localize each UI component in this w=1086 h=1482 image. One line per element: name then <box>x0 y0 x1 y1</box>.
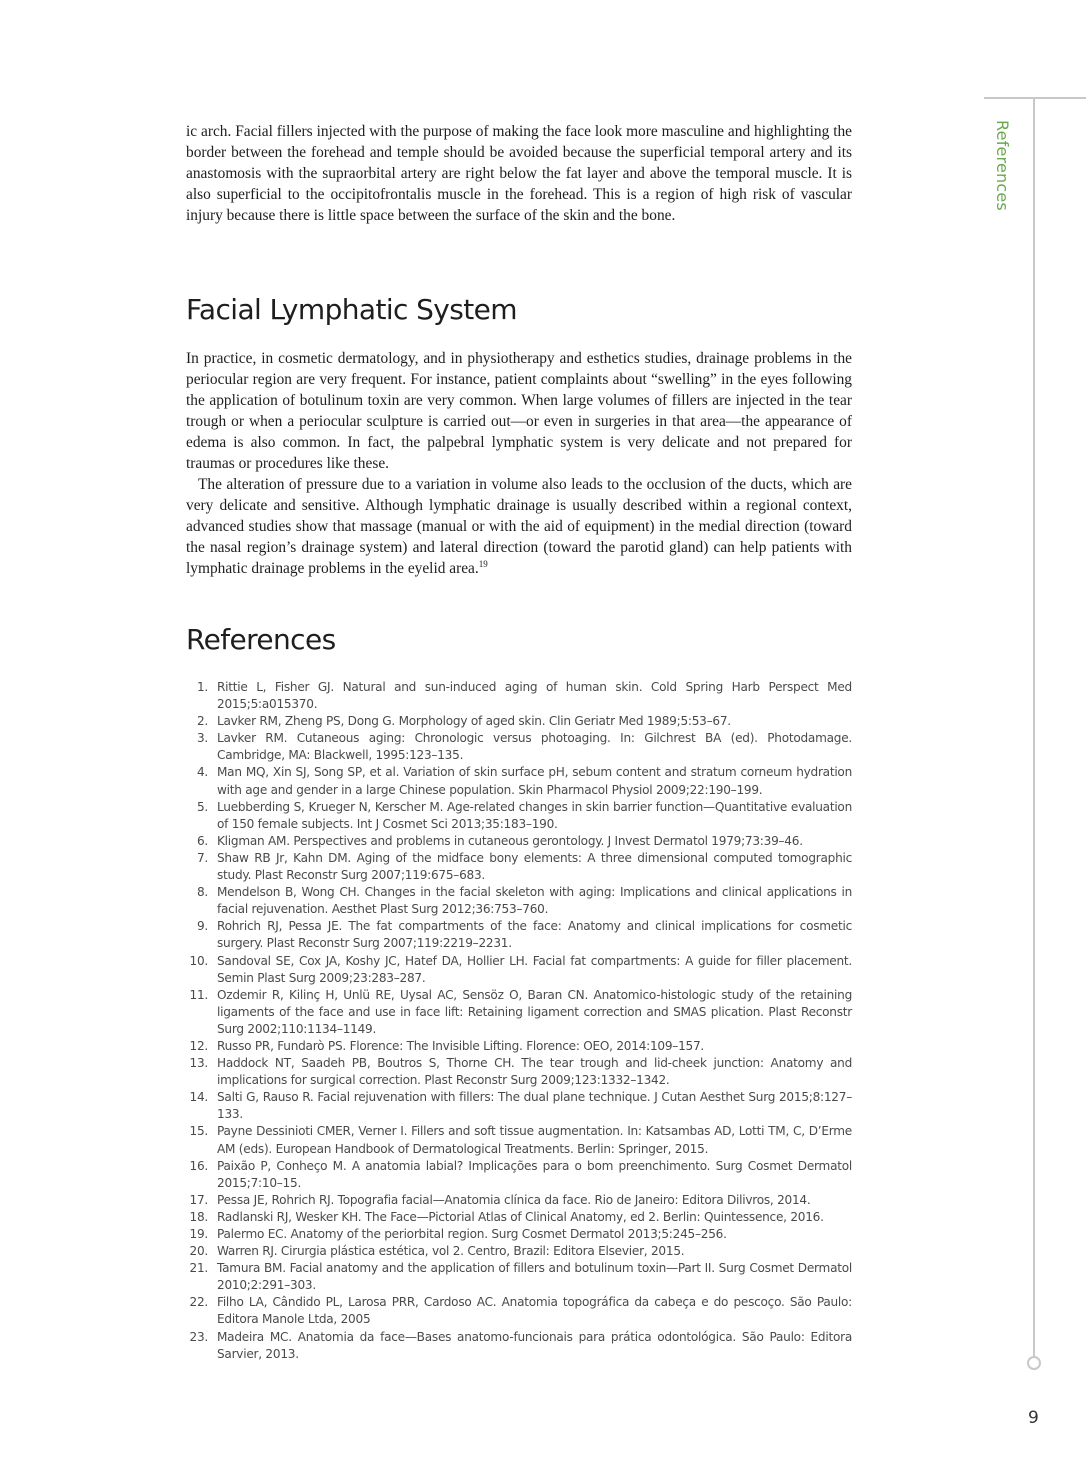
reference-text: Russo PR, Fundarò PS. Florence: The Invisible Lifting. Florence: OEO, 2014:109–157. <box>217 1038 705 1053</box>
reference-text: Radlanski RJ, Wesker KH. The Face—Pictorial Atlas of Clinical Anatomy, ed 2. Berlin: Quintessence, 2016. <box>217 1209 824 1224</box>
reference-item <box>186 1226 852 1243</box>
reference-item <box>186 679 852 713</box>
reference-number: 13. <box>189 1056 208 1071</box>
reference-number: 2. <box>196 714 208 729</box>
reference-number: 11. <box>189 987 208 1002</box>
lymphatic-paragraph-2-text: The alteration of pressure due to a variation in volume also leads to the occlusion of the ducts, which are very delicate and sensitive. Although lymphatic drainage is usually described within a regional context, advanced studies show that massage (manual or with the aid of equipment) in the medial direction (toward the nasal region’s drainage system) and lateral direction (toward the parotid gland) can help patients with lymphatic drainage problems in the eyelid area. <box>186 476 852 577</box>
reference-item <box>186 953 852 987</box>
reference-text: Sandoval SE, Cox JA, Koshy JC, Hatef DA, Hollier LH. Facial fat compartments: A guide for filler placement. Semin Plast Surg 2009;23:283–287. <box>217 953 852 985</box>
intro-paragraph: ic arch. Facial fillers injected with the purpose of making the face look more masculine and highlighting the border between the forehead and temple should be avoided because the superficial temporal artery and its anastomosis with the supraorbital artery are right below the fat layer and above the temporal muscle. It is also superficial to the occipitofrontalis muscle in the forehead. This is a region of high risk of vascular injury because there is little space between the surface of the skin and the bone. <box>186 123 852 224</box>
reference-item <box>186 1209 852 1226</box>
reference-item <box>186 1038 852 1055</box>
reference-text: Palermo EC. Anatomy of the periorbital region. Surg Cosmet Dermatol 2013;5:245–256. <box>217 1227 727 1241</box>
reference-text: Mendelson B, Wong CH. Changes in the facial skeleton with aging: Implications and clinical applications in facial rejuvenation. Aesthet Plast Surg 2012;36:753–760. <box>217 885 852 917</box>
side-tab-label: References <box>993 120 1012 211</box>
reference-item <box>186 764 852 798</box>
side-rule-vertical <box>1033 97 1035 1359</box>
reference-item <box>186 987 852 1038</box>
section-heading-lymphatic: Facial Lymphatic System <box>186 293 517 326</box>
reference-item <box>186 1192 852 1209</box>
reference-item <box>186 730 852 764</box>
reference-item <box>186 1260 852 1294</box>
reference-text: Paixão P, Conheço M. A anatomia labial? Implicações para o bom preenchimento. Surg Cosmet Dermatol 2015;7:10–15. <box>217 1158 852 1190</box>
reference-number: 23. <box>189 1329 208 1344</box>
reference-text: Ozdemir R, Kilinç H, Unlü RE, Uysal AC, Sensöz O, Baran CN. Anatomico-histologic study of the retaining ligaments of the face and use in face lift: Retaining ligament correction and SMAS plication. Plast Reconstr Surg 2002;110:1134–1149. <box>217 987 852 1036</box>
reference-number: 22. <box>189 1295 208 1310</box>
reference-text: Lavker RM, Zheng PS, Dong G. Morphology of aged skin. Clin Geriatr Med 1989;5:53–67. <box>217 714 731 729</box>
reference-text: Luebberding S, Krueger N, Kerscher M. Age-related changes in skin barrier function—Quantitative evaluation of 150 female subjects. Int J Cosmet Sci 2013;35:183–190. <box>217 799 852 831</box>
lymphatic-body <box>186 348 852 579</box>
reference-number: 12. <box>189 1038 208 1053</box>
reference-text: Warren RJ. Cirurgia plástica estética, vol 2. Centro, Brazil: Editora Elsevier, 2015. <box>217 1244 685 1259</box>
lymphatic-paragraph-1: In practice, in cosmetic dermatology, and in physiotherapy and esthetics studies, drainage problems in the periocular region are very frequent. For instance, patient complaints about “swelling” in the eyes following the application of botulinum toxin are very common. When large volumes of fillers are injected in the tear trough or when a periocular sculpture is carried out—or even in surgeries in that area—the appearance of edema is also common. In fact, the palpebral lymphatic system is very delicate and not prepared for traumas or procedures like these. <box>186 350 852 472</box>
reference-text: Pessa JE, Rohrich RJ. Topografia facial—Anatomia clínica da face. Rio de Janeiro: Editora Dilivros, 2014. <box>217 1192 811 1207</box>
reference-number: 21. <box>189 1261 208 1276</box>
reference-number: 15. <box>189 1124 208 1139</box>
reference-number: 14. <box>189 1090 208 1105</box>
reference-number: 5. <box>196 799 208 814</box>
reference-number: 16. <box>189 1158 208 1173</box>
reference-item <box>186 1294 852 1328</box>
reference-item <box>186 1089 852 1123</box>
reference-item <box>186 1243 852 1260</box>
reference-number: 10. <box>189 953 208 968</box>
reference-text: Madeira MC. Anatomia da face—Bases anatomo-funcionais para prática odontológica. São Paulo: Editora Sarvier, 2013. <box>217 1329 852 1361</box>
reference-item <box>186 1123 852 1157</box>
reference-number: 6. <box>196 833 208 848</box>
reference-number: 19. <box>189 1227 208 1241</box>
reference-text: Man MQ, Xin SJ, Song SP, et al. Variation of skin surface pH, sebum content and stratum corneum hydration with age and gender in a large Chinese population. Skin Pharmacol Physiol 2009;22:190–199. <box>217 765 852 797</box>
reference-number: 18. <box>189 1209 208 1224</box>
reference-text: Haddock NT, Saadeh PB, Boutros S, Thorne CH. The tear trough and lid-cheek junction: Anatomy and implications for surgical correction. Plast Reconstr Surg 2009;123:1332–1342. <box>217 1056 852 1088</box>
reference-number: 3. <box>196 731 208 746</box>
reference-item <box>186 713 852 730</box>
reference-text: Payne Dessinioti CMER, Verner I. Fillers and soft tissue augmentation. In: Katsambas AD, Lotti TM, C, D’Erme AM (eds). European Handbook of Dermatological Treatments. Berlin: Springer, 2015. <box>217 1124 852 1156</box>
reference-text: Rittie L, Fisher GJ. Natural and sun-induced aging of human skin. Cold Spring Harb Perspect Med 2015;5:a015370. <box>217 680 852 712</box>
reference-item <box>186 1329 852 1363</box>
side-rule-horizontal <box>984 97 1086 99</box>
section-heading-references: References <box>186 623 336 656</box>
citation-superscript: 19 <box>478 558 488 569</box>
reference-text: Salti G, Rauso R. Facial rejuvenation with fillers: The dual plane technique. J Cutan Aesthet Surg 2015;8:127–133. <box>217 1090 852 1122</box>
reference-text: Lavker RM. Cutaneous aging: Chronologic versus photoaging. In: Gilchrest BA (ed). Photodamage. Cambridge, MA: Blackwell, 1995:123–135. <box>217 731 852 763</box>
reference-number: 9. <box>196 919 208 934</box>
reference-number: 7. <box>196 850 208 865</box>
reference-text: Kligman AM. Perspectives and problems in cutaneous gerontology. J Invest Dermatol 1979;73:39–46. <box>217 833 803 848</box>
reference-item <box>186 1055 852 1089</box>
reference-number: 4. <box>196 765 208 780</box>
reference-text: Tamura BM. Facial anatomy and the application of fillers and botulinum toxin—Part II. Surg Cosmet Dermatol 2010;2:291–303. <box>217 1261 852 1293</box>
reference-number: 17. <box>189 1192 208 1207</box>
reference-item <box>186 850 852 884</box>
side-rule-end-circle <box>1027 1356 1041 1370</box>
reference-item <box>186 1158 852 1192</box>
reference-number: 8. <box>196 885 208 900</box>
reference-item <box>186 799 852 833</box>
reference-item <box>186 884 852 918</box>
reference-item <box>186 918 852 952</box>
reference-number: 1. <box>196 680 208 694</box>
reference-text: Shaw RB Jr, Kahn DM. Aging of the midface bony elements: A three dimensional computed tomographic study. Plast Reconstr Surg 2007;119:675–683. <box>217 850 852 883</box>
page-number: 9 <box>1028 1408 1039 1428</box>
intro-paragraph-block <box>186 121 852 226</box>
reference-text: Filho LA, Cândido PL, Larosa PRR, Cardoso AC. Anatomia topográfica da cabeça e do pescoço. São Paulo: Editora Manole Ltda, 2005 <box>217 1295 852 1327</box>
lymphatic-paragraph-2 <box>186 474 852 579</box>
reference-list <box>186 679 852 1363</box>
reference-item <box>186 833 852 850</box>
reference-number: 20. <box>189 1244 208 1259</box>
reference-text: Rohrich RJ, Pessa JE. The fat compartments of the face: Anatomy and clinical implications for cosmetic surgery. Plast Reconstr Surg 2007;119:2219–2231. <box>217 919 852 951</box>
